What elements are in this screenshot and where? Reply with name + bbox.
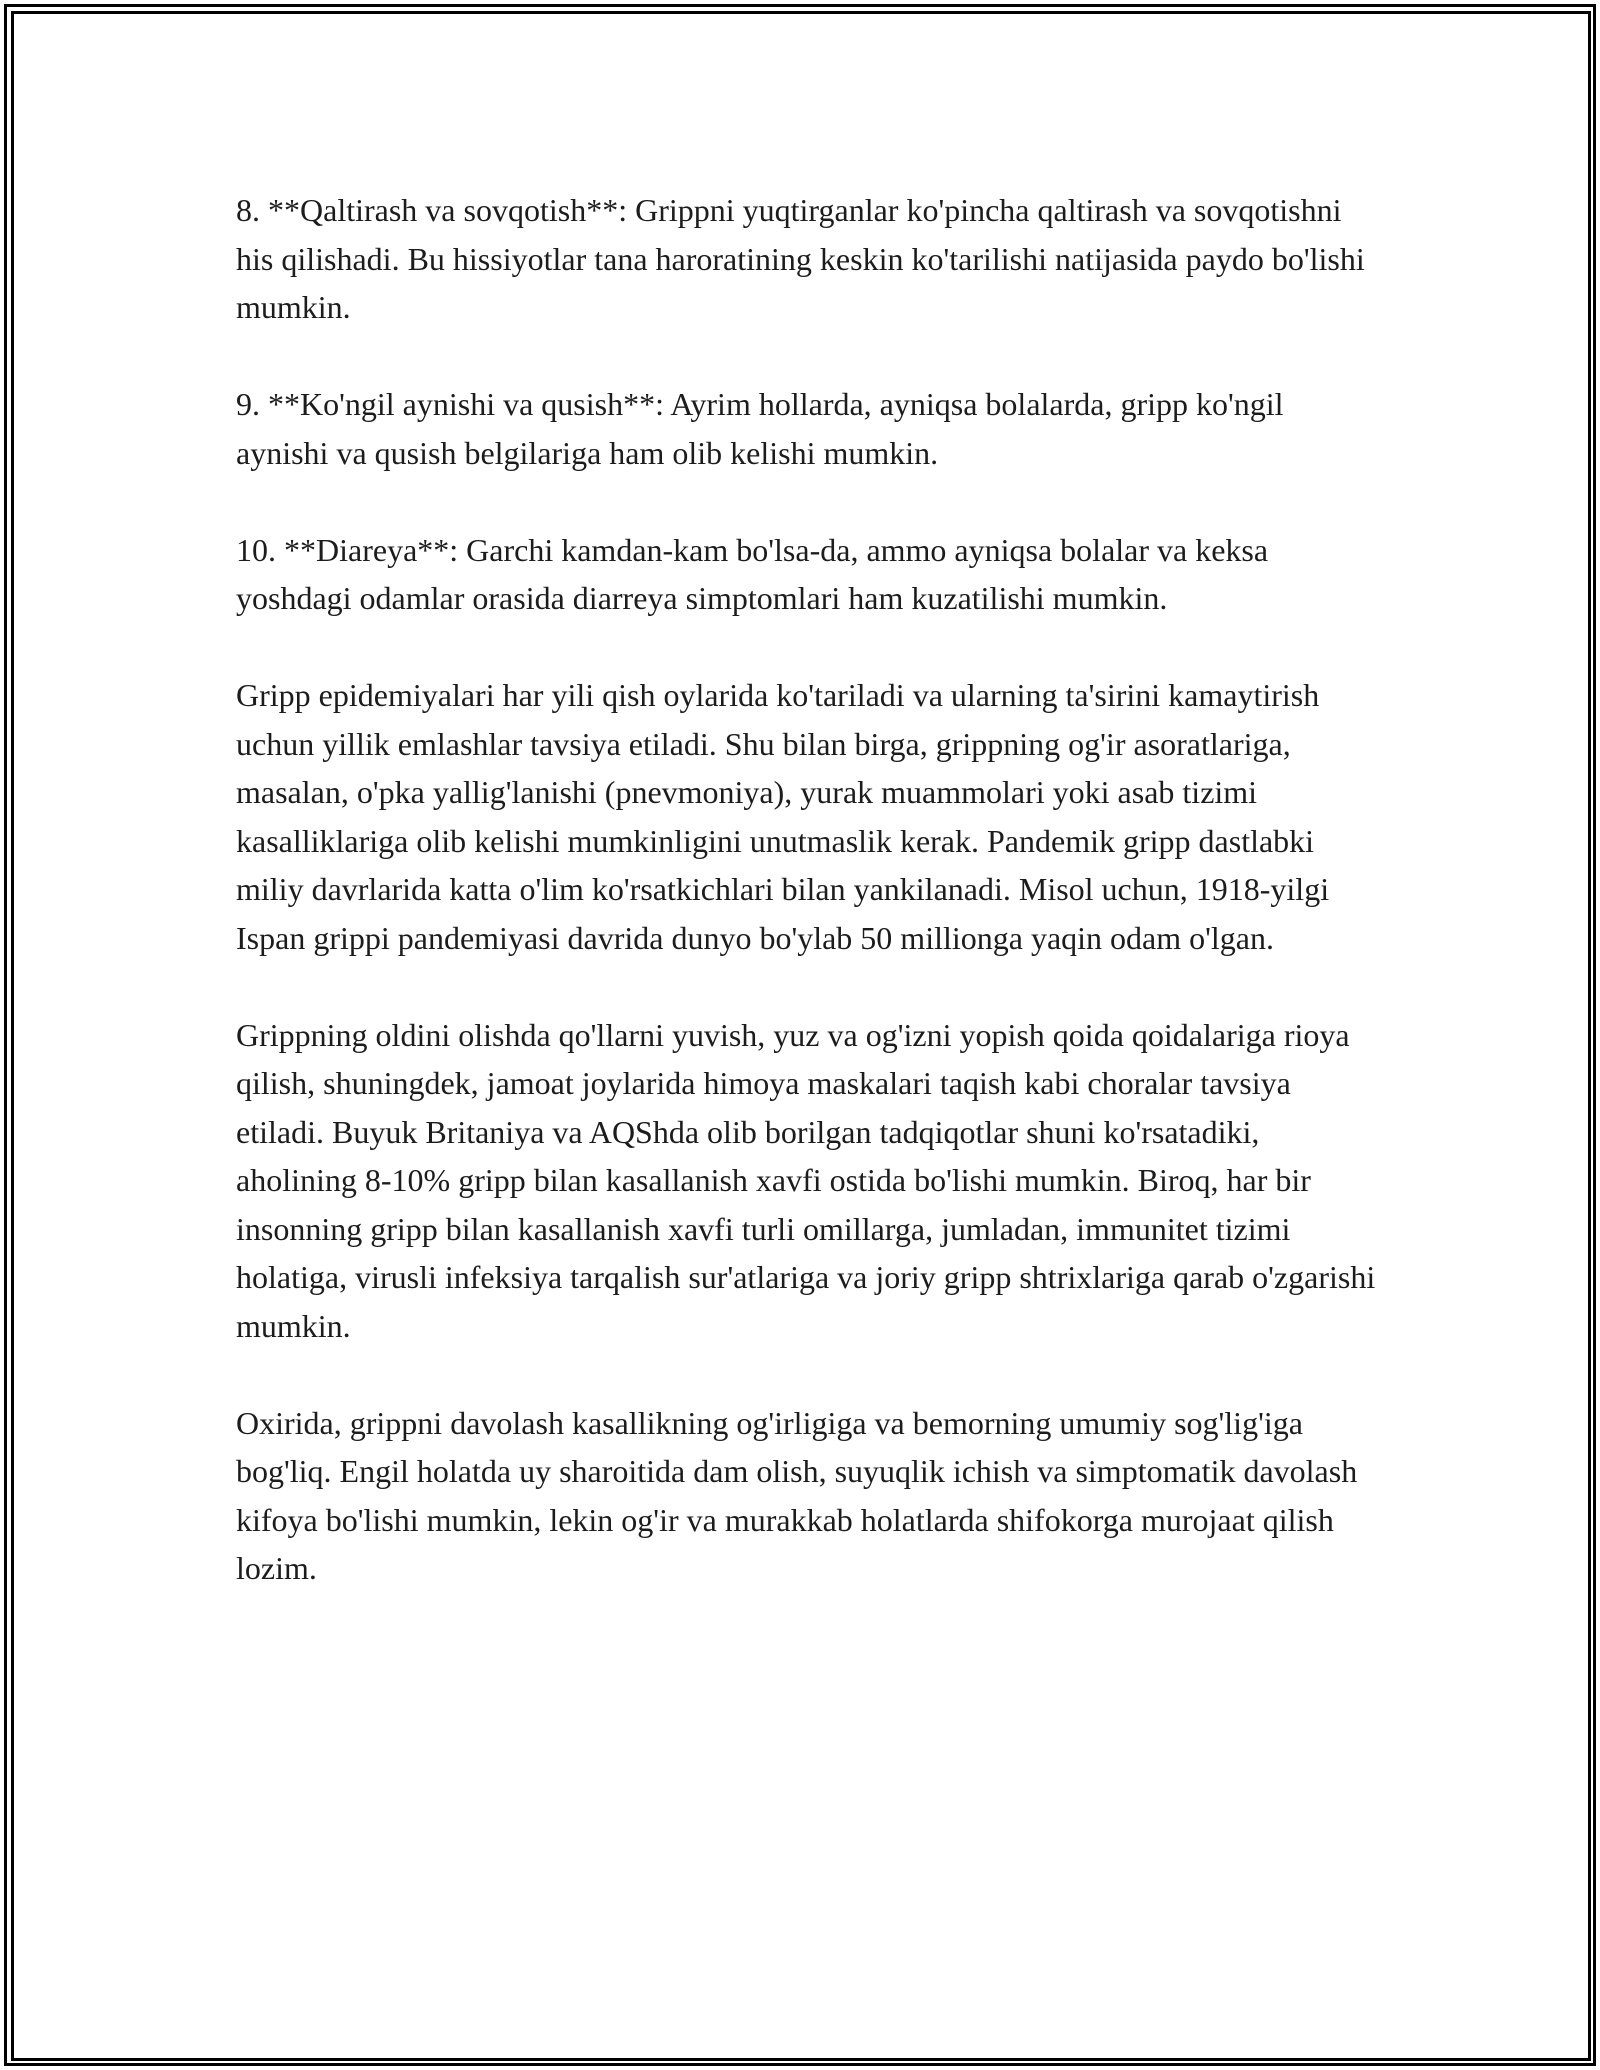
paragraph-treatment: Oxirida, grippni davolash kasallikning og'irligiga va bemorning umumiy sog'lig'iga bog'liq. Engil holatda uy sharoitida dam olish, suyuqlik ichish va simptomatik davolash kifoya bo'lishi mumkin, lekin og'ir va murakkab holatlarda shifokorga murojaat qilish lozim. bbox=[236, 1404, 1358, 1586]
document-body bbox=[236, 186, 1376, 1593]
paragraph-epidemics: Gripp epidemiyalari har yili qish oylarida ko'tariladi va ularning ta'sirini kamaytirish uchun yillik emlashlar tavsiya etiladi. Shu bilan birga, grippning og'ir asoratlariga, masalan, o'pka yallig'lanishi (pnevmoniya), yurak muammolari yoki asab tizimi kasalliklariga olib kelishi mumkinligini unutmaslik kerak. Pandemik gripp dastlabki miliy davrlarida katta o'lim ko'rsatkichlari bilan yankilanadi. Misol uchun, 1918-yilgi Ispan grippi pandemiyasi davrida dunyo bo'ylab 50 millionga yaqin odam o'lgan. bbox=[236, 677, 1330, 956]
paragraph-prevention: Grippning oldini olishda qo'llarni yuvish, yuz va og'izni yopish qoida qoidalariga rioya qilish, shuningdek, jamoat joylarida himoya maskalari taqish kabi choralar tavsiya etiladi. Buyuk Britaniya va AQShda olib borilgan tadqiqotlar shuni ko'rsatadiki, aholining 8-10% gripp bilan kasallanish xavfi ostida bo'lishi mumkin. Biroq, har bir insonning gripp bilan kasallanish xavfi turli omillarga, jumladan, immunitet tizimi holatiga, virusli infeksiya tarqalish sur'atlariga va joriy gripp shtrixlariga qarab o'zgarishi mumkin. bbox=[236, 1016, 1376, 1344]
paragraph-chills: 8. **Qaltirash va sovqotish**: Grippni yuqtirganlar ko'pincha qaltirash va sovqotishni his qilishadi. Bu hissiyotlar tana haroratining keskin ko'tarilishi natijasida paydo bo'lishi mumkin. bbox=[236, 192, 1365, 325]
paragraph-nausea: 9. **Ko'ngil aynishi va qusish**: Ayrim hollarda, ayniqsa bolalarda, gripp ko'ngil aynishi va qusish belgilariga ham olib kelishi mumkin. bbox=[236, 386, 1284, 471]
paragraph-diarrhea: 10. **Diareya**: Garchi kamdan-kam bo'lsa-da, ammo ayniqsa bolalar va keksa yoshdagi odamlar orasida diarreya simptomlari ham kuzatilishi mumkin. bbox=[236, 531, 1269, 616]
